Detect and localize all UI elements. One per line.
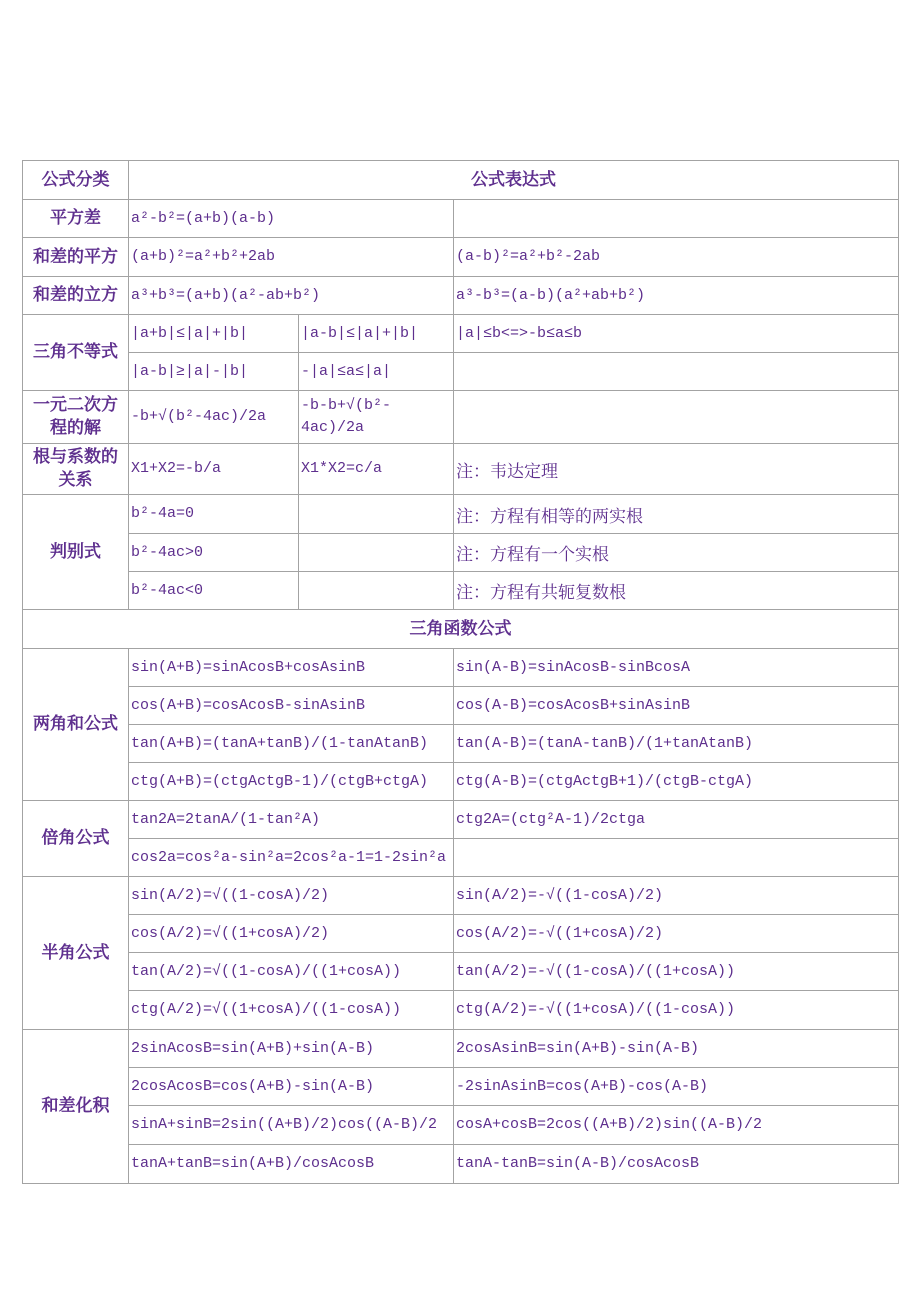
formula-cell: ctg(A/2)=-√((1+cosA)/((1-cosA)) <box>454 991 899 1030</box>
formula-table <box>22 160 899 1184</box>
formula-cell: -|a|≤a≤|a| <box>299 353 454 391</box>
formula-cell: tan2A=2tanA/(1-tan²A) <box>129 801 454 839</box>
table-row <box>23 839 899 877</box>
formula-cell: ctg(A-B)=(ctgActgB+1)/(ctgB-ctgA) <box>454 763 899 801</box>
table-row <box>23 200 899 238</box>
formula-cell: ctg(A+B)=(ctgActgB-1)/(ctgB+ctgA) <box>129 763 454 801</box>
table-row <box>23 1145 899 1184</box>
formula-cell: |a-b|≥|a|-|b| <box>129 353 299 391</box>
category-cell: 一元二次方程的解 <box>23 391 129 444</box>
formula-cell: sin(A/2)=-√((1-cosA)/2) <box>454 877 899 915</box>
formula-cell: cos(A-B)=cosAcosB+sinAsinB <box>454 687 899 725</box>
empty-cell <box>299 534 454 572</box>
table-row <box>23 353 899 391</box>
note-cell: 注：方程有共轭复数根 <box>454 572 899 610</box>
table-row <box>23 725 899 763</box>
formula-cell: b²-4ac<0 <box>129 572 299 610</box>
formula-cell: (a+b)²=a²+b²+2ab <box>129 238 454 277</box>
formula-cell: 2cosAsinB=sin(A+B)-sin(A-B) <box>454 1030 899 1068</box>
table-row <box>23 1068 899 1106</box>
empty-cell <box>299 495 454 534</box>
empty-cell <box>454 391 899 444</box>
formula-cell: sin(A-B)=sinAcosB-sinBcosA <box>454 649 899 687</box>
formula-cell: a³-b³=(a-b)(a²+ab+b²) <box>454 277 899 315</box>
table-row <box>23 801 899 839</box>
formula-cell: sin(A/2)=√((1-cosA)/2) <box>129 877 454 915</box>
category-cell: 和差的平方 <box>23 238 129 277</box>
formula-cell: 2sinAcosB=sin(A+B)+sin(A-B) <box>129 1030 454 1068</box>
formula-cell: tan(A/2)=√((1-cosA)/((1+cosA)) <box>129 953 454 991</box>
category-cell: 半角公式 <box>23 877 129 1030</box>
category-cell: 倍角公式 <box>23 801 129 877</box>
formula-cell: X1+X2=-b/a <box>129 444 299 495</box>
table-row <box>23 1106 899 1145</box>
formula-cell: b²-4a=0 <box>129 495 299 534</box>
section-title: 三角函数公式 <box>23 610 899 649</box>
category-cell: 平方差 <box>23 200 129 238</box>
formula-cell: cosA+cosB=2cos((A+B)/2)sin((A-B)/2 <box>454 1106 899 1145</box>
note-cell: 注：韦达定理 <box>454 444 899 495</box>
header-expression: 公式表达式 <box>129 161 899 200</box>
table-row <box>23 391 899 444</box>
empty-cell <box>454 839 899 877</box>
formula-cell: |a+b|≤|a|+|b| <box>129 315 299 353</box>
table-row <box>23 953 899 991</box>
table-row <box>23 495 899 534</box>
table-row <box>23 915 899 953</box>
table-row <box>23 1030 899 1068</box>
formula-cell: b²-4ac>0 <box>129 534 299 572</box>
formula-cell: cos(A/2)=-√((1+cosA)/2) <box>454 915 899 953</box>
formula-cell: a³+b³=(a+b)(a²-ab+b²) <box>129 277 454 315</box>
formula-cell: tan(A/2)=-√((1-cosA)/((1+cosA)) <box>454 953 899 991</box>
table-row <box>23 315 899 353</box>
formula-cell: |a|≤b<=>-b≤a≤b <box>454 315 899 353</box>
formula-cell: cos2a=cos²a-sin²a=2cos²a-1=1-2sin²a <box>129 839 454 877</box>
category-cell: 根与系数的关系 <box>23 444 129 495</box>
formula-cell: cos(A/2)=√((1+cosA)/2) <box>129 915 454 953</box>
header-category: 公式分类 <box>23 161 129 200</box>
formula-cell: |a-b|≤|a|+|b| <box>299 315 454 353</box>
formula-cell: -b+√(b²-4ac)/2a <box>129 391 299 444</box>
table-row <box>23 572 899 610</box>
category-cell: 和差的立方 <box>23 277 129 315</box>
table-row <box>23 277 899 315</box>
formula-cell: X1*X2=c/a <box>299 444 454 495</box>
category-cell: 三角不等式 <box>23 315 129 391</box>
formula-cell: tan(A+B)=(tanA+tanB)/(1-tanAtanB) <box>129 725 454 763</box>
formula-cell: tanA-tanB=sin(A-B)/cosAcosB <box>454 1145 899 1184</box>
formula-cell: cos(A+B)=cosAcosB-sinAsinB <box>129 687 454 725</box>
formula-cell: ctg(A/2)=√((1+cosA)/((1-cosA)) <box>129 991 454 1030</box>
note-cell: 注：方程有一个实根 <box>454 534 899 572</box>
empty-cell <box>454 200 899 238</box>
header-row <box>23 161 899 200</box>
formula-cell: (a-b)²=a²+b²-2ab <box>454 238 899 277</box>
category-cell: 和差化积 <box>23 1030 129 1184</box>
table-row <box>23 763 899 801</box>
formula-cell: 2cosAcosB=cos(A+B)-sin(A-B) <box>129 1068 454 1106</box>
table-row <box>23 649 899 687</box>
empty-cell <box>299 572 454 610</box>
formula-cell: sin(A+B)=sinAcosB+cosAsinB <box>129 649 454 687</box>
table-row <box>23 877 899 915</box>
table-row <box>23 238 899 277</box>
category-cell: 两角和公式 <box>23 649 129 801</box>
formula-cell: tanA+tanB=sin(A+B)/cosAcosB <box>129 1145 454 1184</box>
formula-cell: -2sinAsinB=cos(A+B)-cos(A-B) <box>454 1068 899 1106</box>
formula-cell: tan(A-B)=(tanA-tanB)/(1+tanAtanB) <box>454 725 899 763</box>
section-title-row <box>23 610 899 649</box>
empty-cell <box>454 353 899 391</box>
note-cell: 注：方程有相等的两实根 <box>454 495 899 534</box>
table-row <box>23 687 899 725</box>
table-row <box>23 991 899 1030</box>
formula-cell: -b-b+√(b²-4ac)/2a <box>299 391 454 444</box>
table-row <box>23 534 899 572</box>
category-cell: 判别式 <box>23 495 129 610</box>
formula-cell: a²-b²=(a+b)(a-b) <box>129 200 454 238</box>
formula-cell: ctg2A=(ctg²A-1)/2ctga <box>454 801 899 839</box>
table-row <box>23 444 899 495</box>
formula-cell: sinA+sinB=2sin((A+B)/2)cos((A-B)/2 <box>129 1106 454 1145</box>
